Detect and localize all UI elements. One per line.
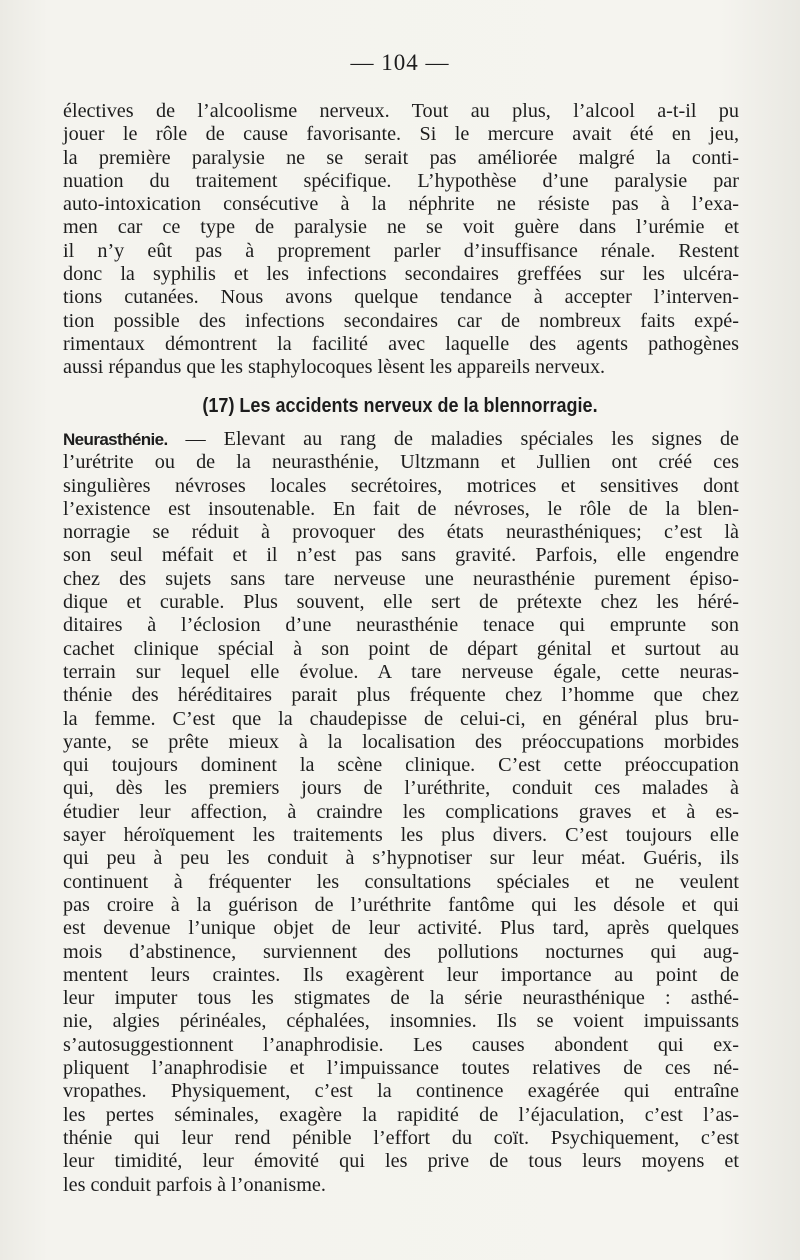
paragraph-line: leur imputer tous les stigmates de la série neurasthénique : asthé- — [63, 987, 739, 1010]
section-heading: (17) Les accidents nerveux de la blennorragie. — [202, 395, 598, 417]
paragraph-line: tion possible des infections secondaires car de nombreux faits expé- — [63, 309, 739, 332]
paragraph-line: aussi répandus que les staphylocoques lèsent les appareils nerveux. — [63, 356, 606, 379]
page-number: — 104 — — [350, 50, 450, 75]
paragraph-line: continuent à fréquenter les consultations spéciales et ne veulent — [63, 870, 739, 893]
paragraph-line: terrain sur lequel elle évolue. A tare nerveuse égale, cette neuras- — [63, 660, 739, 683]
paragraph-line: auto-intoxication consécutive à la néphrite ne résiste pas à l’exa- — [63, 193, 739, 216]
first-line-text: — Elevant au rang de maladies spéciales les signes de — [167, 428, 739, 450]
paragraph-line: la première paralysie ne se serait pas améliorée malgré la conti- — [63, 146, 739, 169]
paragraph-line: la femme. C’est que la chaudepisse de celui-ci, en général plus bru- — [63, 707, 739, 730]
paragraph-line: jouer le rôle de cause favorisante. Si le mercure avait été en jeu, — [63, 123, 739, 146]
paragraph-line: men car ce type de paralysie ne se voit guère dans l’urémie et — [63, 216, 739, 239]
paragraph-line: pas croire à la guérison de l’uréthrite fantôme qui les désole et qui — [63, 893, 739, 916]
paragraph-line: il n’y eût pas à proprement parler d’insuffisance rénale. Restent — [63, 239, 739, 262]
paragraph-line: yante, se prête mieux à la localisation des préoccupations morbides — [63, 730, 739, 753]
paragraph-line: vropathes. Physiquement, c’est la continence exagérée qui entraîne — [63, 1080, 739, 1103]
paragraph-line: thénie qui leur rend pénible l’effort du coït. Psychiquement, c’est — [63, 1126, 739, 1149]
paragraph-line: qui toujours dominent la scène clinique. C’est cette préoccupation — [63, 754, 739, 777]
paragraph-line: s’autosuggestionnent l’anaphrodisie. Les causes abondent qui ex- — [63, 1033, 739, 1056]
paragraph-line: l’existence est insoutenable. En fait de névroses, le rôle de la blen- — [63, 497, 739, 520]
paragraph-line: nuation du traitement spécifique. L’hypothèse d’une paralysie par — [63, 169, 739, 192]
paragraph-2 — [63, 428, 739, 1197]
paragraph-line: les conduit parfois à l’onanisme. — [63, 1173, 326, 1196]
paragraph-line: leur timidité, leur émovité qui les prive de tous leurs moyens et — [63, 1150, 739, 1173]
paragraph-line: ditaires à l’éclosion d’une neurasthénie tenace qui emprunte son — [63, 614, 739, 637]
paragraph-line: est devenue l’unique objet de leur activité. Plus tard, après quelques — [63, 917, 739, 940]
paragraph-line: cachet clinique spécial à son point de départ génital et surtout au — [63, 637, 739, 660]
run-in-heading: Neurasthénie. — [63, 430, 168, 449]
paragraph-line: tions cutanées. Nous avons quelque tendance à accepter l’interven- — [63, 286, 739, 309]
paragraph-line: mentent leurs craintes. Ils exagèrent leur importance au point de — [63, 963, 739, 986]
paragraph-line: donc la syphilis et les infections secondaires greffées sur les ulcéra- — [63, 263, 739, 286]
paragraph-line: thénie des héréditaires parait plus fréquente chez l’homme que chez — [63, 684, 739, 707]
paragraph-line: pliquent l’anaphrodisie et l’impuissance toutes relatives de ces né- — [63, 1057, 739, 1080]
paragraph-line: étudier leur affection, à craindre les complications graves et à es- — [63, 800, 739, 823]
paragraph-line: mois d’abstinence, surviennent des pollutions nocturnes qui aug- — [63, 940, 739, 963]
paragraph-1 — [63, 100, 739, 380]
paragraph-line: nie, algies périnéales, céphalées, insomnies. Ils se voient impuissants — [63, 1010, 739, 1033]
paragraph-line: qui peu à peu les conduit à s’hypnotiser sur leur méat. Guéris, ils — [63, 847, 739, 870]
paragraph-line: norragie se réduit à provoquer des états neurasthéniques; c’est là — [63, 521, 739, 544]
paragraph-line: les pertes séminales, exagère la rapidité de l’éjaculation, c’est l’as- — [63, 1103, 739, 1126]
paragraph-line: singulières névroses locales secrétoires, motrices et sensitives dont — [63, 474, 739, 497]
paragraph-line: dique et curable. Plus souvent, elle sert de prétexte chez les héré- — [63, 591, 739, 614]
paragraph-line: sayer héroïquement les traitements les plus divers. C’est toujours elle — [63, 824, 739, 847]
paragraph-line: qui, dès les premiers jours de l’uréthrite, conduit ces malades à — [63, 777, 739, 800]
paragraph-line: l’urétrite ou de la neurasthénie, Ultzmann et Jullien ont créé ces — [63, 451, 739, 474]
paragraph-line: électives de l’alcoolisme nerveux. Tout au plus, l’alcool a-t-il pu — [63, 100, 739, 122]
paragraph-line: chez des sujets sans tare nerveuse une neurasthénie purement épiso- — [63, 567, 739, 590]
paragraph-line: son seul méfait et il n’est pas sans gravité. Parfois, elle engendre — [63, 544, 739, 567]
paragraph-first-line — [63, 428, 739, 451]
paragraph-line: rimentaux démontrent la facilité avec laquelle des agents pathogènes — [63, 332, 739, 355]
